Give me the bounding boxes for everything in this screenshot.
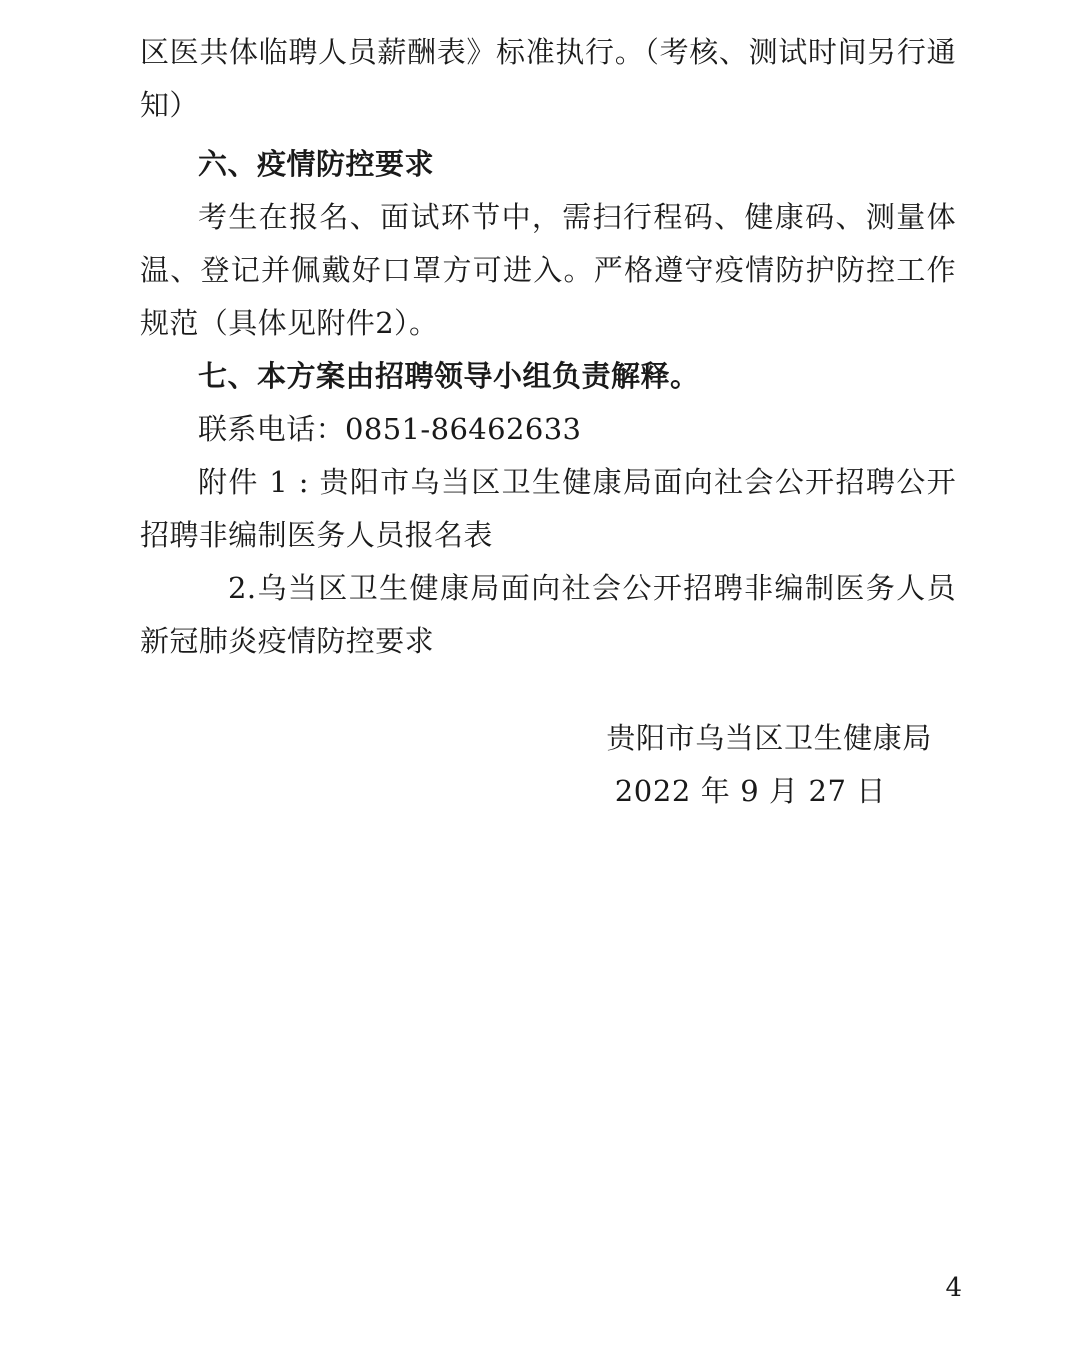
attachment-item-one: 附件 1 : 贵阳市乌当区卫生健康局面向社会公开招聘公开招聘非编制医务人员报名表: [140, 465, 956, 552]
page-number: 4: [945, 1273, 962, 1303]
section-heading-seven: 七、本方案由招聘领导小组负责解释。: [198, 359, 700, 393]
continued-paragraph: 区医共体临聘人员薪酬表》标准执行。（考核、测试时间另行通知）: [140, 35, 956, 122]
paragraph-epidemic-control: 考生在报名、面试环节中，需扫行程码、健康码、测量体温、登记并佩戴好口罩方可进入。严格遵守疫情防护防控工作规范（具体见附件2）。: [140, 200, 956, 340]
paragraph-contact-phone: 联系电话：0851-86462633: [198, 412, 582, 446]
section-heading-six: 六、疫情防控要求: [198, 147, 435, 181]
signature-date: 2022 年 9 月 27 日: [614, 774, 886, 808]
signature-block: [140, 712, 956, 818]
signature-organization: 贵阳市乌当区卫生健康局: [606, 721, 932, 755]
attachment-item-two: 2.乌当区卫生健康局面向社会公开招聘非编制医务人员新冠肺炎疫情防控要求: [140, 571, 956, 658]
